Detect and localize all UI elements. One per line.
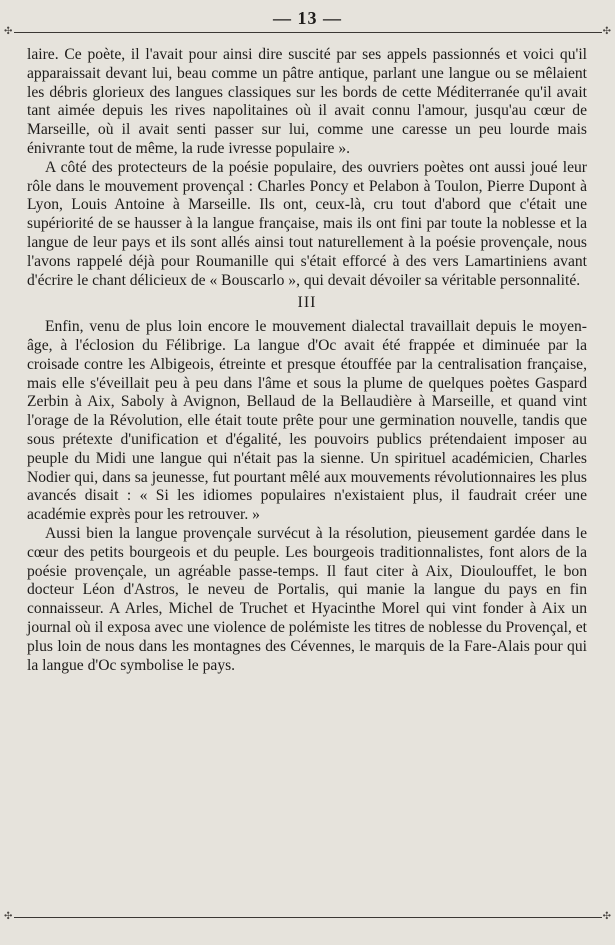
paragraph: Aussi bien la langue provençale survécut à la résolution, pieusement gardée dans le cœur des petits bourgeois et du peuple. Les bourgeois traditionnalistes, font alors de la poésie provençale, un agréable passe-temps. Il faut citer à Aix, Dioulouffet, le bon docteur Léon d'Astros, le neveu de Portalis, qui manie la langue du pays en fin connaisseur. A Arles, Michel de Truchet et Hyacinthe Morel qui vint fonder à Aix un journal où il exposa avec une violence de polémiste les titres de noblesse du Provençal, et plus loin de nous dans les montagnes des Cévennes, le marquis de la Fare-Alais pour qui la langue d'Oc symbolise le pays. [27, 524, 587, 674]
corner-ornament-top-left: ✣ [4, 26, 13, 37]
corner-ornament-bottom-left: ✣ [4, 911, 13, 922]
paragraph: A côté des protecteurs de la poésie populaire, des ouvriers poètes ont aussi joué leur rôle dans le mouvement provençal : Charles Poncy et Pelabon à Toulon, Pierre Dupont à Lyon, Louis Antoine à Marseille. Ils ont, ceux-là, cru tout d'abord que c'était une supériorité de se hausser à la langue française, mais ils ont fini par toute la noblesse et la langue de leur pays et ils sont allés ainsi tout naturellement à la poésie provençale, nous l'avons rappelé déjà pour Roumanille qui s'était efforcé à des vers Lamartiniens avant d'écrire le chant délicieux de « Bouscarlo », qui devait dévoiler sa véritable personnalité. [27, 158, 587, 289]
corner-ornament-top-right: ✣ [602, 26, 611, 37]
footer-rule [14, 917, 602, 918]
corner-ornament-bottom-right: ✣ [602, 911, 611, 922]
paragraph-continuation: laire. Ce poète, il l'avait pour ainsi dire suscité par ses appels passionnés et voici qu'il apparaissait devant lui, beau comme un pâtre antique, parlant une langue ou se mêlaient les débris glorieux des langues classiques sur les bords de cette Méditerranée qu'il avait tant aimée depuis les rives napolitaines où il avait connu l'amour, jusqu'au cœur de Marseille, où il avait senti passer sur lui, comme une caresse un peu lourde mais énivrante tout de même, la rude ivresse populaire ». [27, 46, 587, 157]
paragraph: Enfin, venu de plus loin encore le mouvement dialectal travaillait depuis le moyen-âge, à l'éclosion du Félibrige. La langue d'Oc avait été frappée et diminuée par la croisade contre les Albigeois, étreinte et presque étouffée par la centralisation française, mais elle s'éveillait peu à peu dans l'âme et sous la plume de quelques poètes Gaspard Zerbin à Aix, Saboly à Avignon, Bellaud de la Bellaudière à Marseille, et quand vint l'orage de la Révolution, elle était toute prête pour une germination nouvelle, tandis que sous prétexte d'unification et d'égalité, les pouvoirs publics prétendaient imposer au peuple du Midi une langue qui n'était pas la sienne. Un spirituel académicien, Charles Nodier qui, dans sa jeunesse, fut pourtant mêlé aux mouvements révolutionnaires les plus avancés disait : « Si les idiomes populaires n'existaient plus, il faudrait créer une académie exprès pour les retrouver. » [27, 318, 587, 524]
page-number: — 13 — [273, 8, 342, 28]
section-heading: III [297, 294, 317, 312]
body-text [27, 46, 587, 675]
header-rule [14, 32, 602, 33]
